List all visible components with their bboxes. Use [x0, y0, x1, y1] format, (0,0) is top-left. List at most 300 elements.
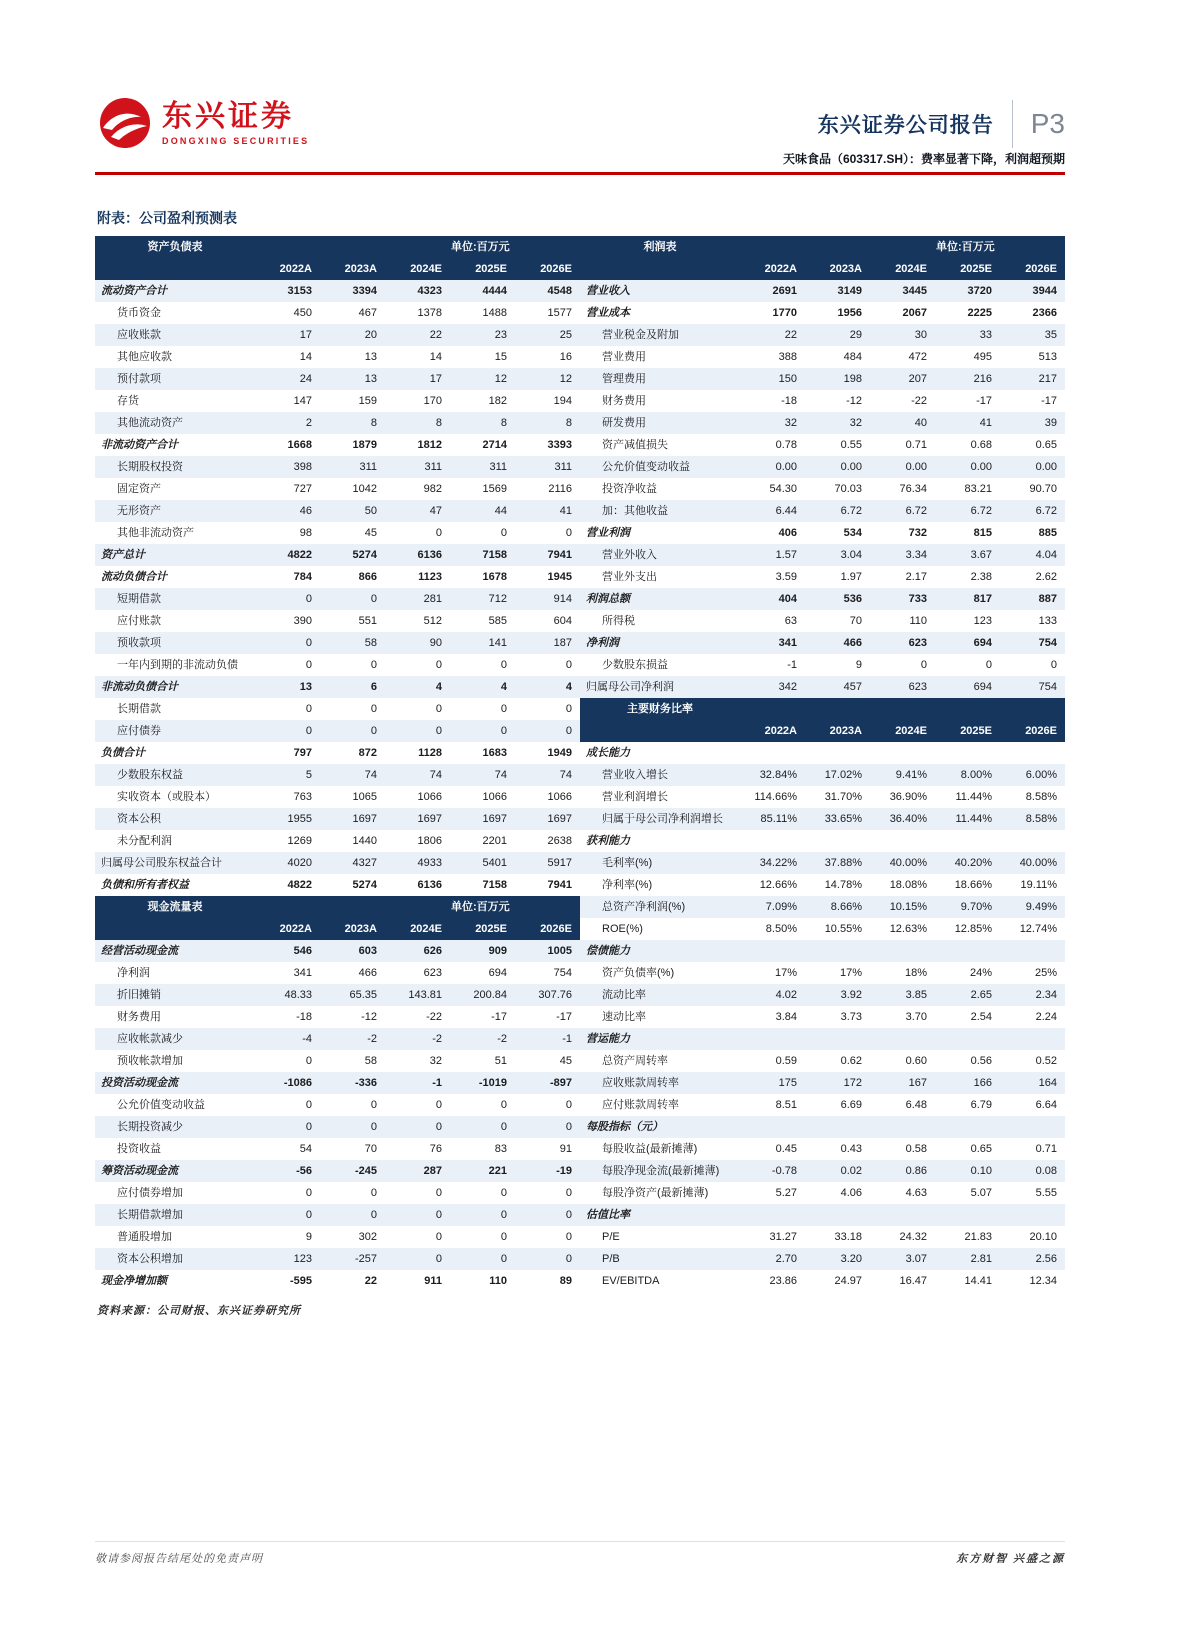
row-left — [95, 610, 580, 632]
cell-value: 98 — [299, 527, 312, 539]
row-left — [95, 830, 580, 852]
cell-value: 2.65 — [970, 989, 992, 1001]
row-label: 流动比率 — [602, 989, 646, 1001]
cell-value: 3445 — [902, 285, 927, 297]
row-label: 非流动负债合计 — [101, 681, 178, 693]
cell-value: 74 — [364, 769, 377, 781]
cell-value: 0.71 — [1035, 1143, 1057, 1155]
cell-value: 0 — [305, 1209, 312, 1221]
cell-value: -2 — [497, 1033, 507, 1045]
cell-value: 5.55 — [1035, 1187, 1057, 1199]
row-label: 应收账款 — [117, 329, 161, 341]
row-label: 长期投资减少 — [117, 1121, 183, 1133]
cell-value: 0 — [305, 1055, 312, 1067]
cell-value: 74 — [429, 769, 442, 781]
cell-value: -12 — [361, 1011, 377, 1023]
cell-value: 76 — [429, 1143, 442, 1155]
cell-value: 546 — [293, 945, 312, 957]
forecast-table — [95, 236, 1065, 1292]
cell-value: 732 — [908, 527, 927, 539]
page-number: P3 — [1030, 108, 1065, 139]
cell-value: 0 — [565, 527, 572, 539]
row-left — [95, 1072, 580, 1094]
row-label: 营业利润增长 — [602, 791, 668, 803]
row-left — [95, 1204, 580, 1226]
cell-value: 467 — [358, 307, 377, 319]
section-band-title: 主要财务比率 — [627, 703, 693, 715]
row-left — [95, 698, 580, 720]
cell-value: 1440 — [352, 835, 377, 847]
cell-value: 914 — [553, 593, 572, 605]
cell-value: 175 — [778, 1077, 797, 1089]
cell-value: 4327 — [352, 857, 377, 869]
cell-value: 143.81 — [408, 989, 442, 1001]
cell-value: 1879 — [352, 439, 377, 451]
cell-value: 58 — [364, 1055, 377, 1067]
cell-value: 47 — [429, 505, 442, 517]
cell-value: 18% — [904, 967, 927, 979]
row-label: 应收帐款减少 — [117, 1033, 183, 1045]
cell-value: 3149 — [837, 285, 862, 297]
cell-value — [1000, 1028, 1065, 1050]
years-header-spacer — [580, 258, 740, 280]
cell-value: 41 — [979, 417, 992, 429]
cell-value: 694 — [973, 681, 992, 693]
cell-value: 0 — [500, 1187, 507, 1199]
table-row — [95, 830, 1065, 852]
row-right — [580, 522, 1065, 544]
cell-value: 36.90% — [889, 791, 927, 803]
row-label: 流动负债合计 — [101, 571, 167, 583]
cell-value: 24% — [969, 967, 992, 979]
cell-value: 51 — [494, 1055, 507, 1067]
table-row — [95, 654, 1065, 676]
cell-value: 12 — [559, 373, 572, 385]
row-label: 归属母公司净利润 — [586, 681, 674, 693]
row-label: 成长能力 — [586, 747, 630, 759]
row-label: ROE(%) — [602, 923, 643, 935]
cell-value: 114.66% — [754, 791, 797, 803]
row-left — [95, 566, 580, 588]
cell-value: 12.74% — [1019, 923, 1057, 935]
row-left — [95, 742, 580, 764]
cell-value: 0 — [565, 1209, 572, 1221]
cell-value: 6.48 — [905, 1099, 927, 1111]
row-label: 实收资本（或股本） — [117, 791, 216, 803]
cell-value: 450 — [293, 307, 312, 319]
cell-value — [805, 940, 870, 962]
cell-value: 784 — [293, 571, 312, 583]
cell-value: 12.34 — [1029, 1275, 1057, 1287]
year-column-header: 2026E — [1025, 263, 1057, 275]
cell-value: 8.00% — [960, 769, 992, 781]
section-band-title: 利润表 — [643, 241, 677, 253]
cell-value: 1806 — [417, 835, 442, 847]
cell-value — [870, 742, 935, 764]
cell-value: 0 — [370, 725, 377, 737]
section-band — [580, 236, 1065, 258]
row-left — [95, 984, 580, 1006]
cell-value: 8.58% — [1025, 813, 1057, 825]
cell-value: 4 — [435, 681, 442, 693]
row-left — [95, 302, 580, 324]
cell-value: 0 — [305, 725, 312, 737]
cell-value: 6.72 — [970, 505, 992, 517]
cell-value: 2714 — [482, 439, 507, 451]
cell-value: 74 — [494, 769, 507, 781]
cell-value: 0 — [500, 1253, 507, 1265]
cell-value: -4 — [302, 1033, 312, 1045]
row-label: 净利率(%) — [602, 879, 653, 891]
cell-value: 754 — [1038, 681, 1057, 693]
cell-value: 388 — [778, 351, 797, 363]
cell-value: 194 — [553, 395, 572, 407]
cell-value: 0 — [565, 1253, 572, 1265]
cell-value: 1569 — [482, 483, 507, 495]
table-row — [95, 236, 1065, 258]
row-label: 普通股增加 — [117, 1231, 172, 1243]
cell-value: 8 — [435, 417, 442, 429]
cell-value: 9.70% — [960, 901, 992, 913]
row-label: 预付款项 — [117, 373, 161, 385]
year-column-header: 2022A — [764, 263, 797, 275]
cell-value: 1770 — [772, 307, 797, 319]
cell-value: 17% — [774, 967, 797, 979]
cell-value: 817 — [973, 593, 992, 605]
cell-value: 551 — [358, 615, 377, 627]
cell-value: 311 — [489, 461, 507, 473]
cell-value: 1.57 — [775, 549, 797, 561]
cell-value: 15 — [494, 351, 507, 363]
cell-value: 733 — [908, 593, 927, 605]
cell-value: 0 — [565, 1231, 572, 1243]
cell-value: 90 — [429, 637, 442, 649]
cell-value: 12.63% — [889, 923, 927, 935]
cell-value: 694 — [488, 967, 507, 979]
row-right — [580, 918, 1065, 940]
cell-value: 0 — [500, 1099, 507, 1111]
row-right — [580, 390, 1065, 412]
cell-value: 147 — [293, 395, 312, 407]
cell-value: 70 — [364, 1143, 377, 1155]
row-right — [580, 566, 1065, 588]
cell-value: 0 — [985, 659, 992, 671]
row-label: 应付债券 — [117, 725, 161, 737]
cell-value: 797 — [293, 747, 312, 759]
cell-value: 0 — [500, 725, 507, 737]
cell-value: 198 — [843, 373, 862, 385]
row-label: 折旧摊销 — [117, 989, 161, 1001]
row-label: 每股净资产(最新摊薄) — [602, 1187, 709, 1199]
cell-value: 1945 — [547, 571, 572, 583]
cell-value: 25% — [1034, 967, 1057, 979]
year-column-header: 2022A — [279, 263, 312, 275]
cell-value: 1378 — [417, 307, 442, 319]
cell-value: 46 — [299, 505, 312, 517]
years-header — [580, 720, 1065, 742]
cell-value: 24 — [299, 373, 312, 385]
cell-value: 5917 — [547, 857, 572, 869]
row-label: 营业税金及附加 — [602, 329, 679, 341]
cell-value: 3393 — [547, 439, 572, 451]
cell-value: -897 — [549, 1077, 572, 1089]
row-left — [95, 412, 580, 434]
row-right — [580, 478, 1065, 500]
row-label: 固定资产 — [117, 483, 161, 495]
cell-value: 1269 — [287, 835, 312, 847]
section-band — [95, 236, 580, 258]
table-row — [95, 324, 1065, 346]
row-label: 营业成本 — [586, 307, 630, 319]
year-column-header: 2026E — [1025, 725, 1057, 737]
cell-value: 16.47 — [899, 1275, 927, 1287]
row-right — [580, 1116, 1065, 1138]
table-row — [95, 258, 1065, 280]
cell-value: 24.97 — [834, 1275, 862, 1287]
cell-value: 0 — [565, 1121, 572, 1133]
cell-value: 1949 — [547, 747, 572, 759]
year-column-header: 2026E — [540, 923, 572, 935]
row-label: 资本公积 — [117, 813, 161, 825]
cell-value: 12.85% — [954, 923, 992, 935]
footer-rule — [95, 1541, 1065, 1542]
cell-value: 6136 — [417, 549, 442, 561]
cell-value: 22 — [784, 329, 797, 341]
row-label: 营运能力 — [586, 1033, 630, 1045]
cell-value: 307.76 — [538, 989, 572, 1001]
row-label: P/E — [602, 1231, 620, 1243]
cell-value: 17% — [839, 967, 862, 979]
row-label: 未分配利润 — [117, 835, 172, 847]
cell-value: 466 — [358, 967, 377, 979]
cell-value: 0 — [435, 725, 442, 737]
cell-value: 110 — [909, 615, 927, 627]
row-label: 非流动资产合计 — [101, 439, 178, 451]
cell-value: 0 — [305, 659, 312, 671]
brand-text — [162, 100, 309, 146]
cell-value — [935, 1204, 1000, 1226]
row-label: 投资净收益 — [602, 483, 657, 495]
cell-value: -22 — [911, 395, 927, 407]
row-label: 偿债能力 — [586, 945, 630, 957]
row-left — [95, 434, 580, 456]
cell-value — [805, 1116, 870, 1138]
cell-value: 2366 — [1032, 307, 1057, 319]
cell-value: -12 — [846, 395, 862, 407]
cell-value: 0.02 — [840, 1165, 862, 1177]
cell-value: 0.56 — [970, 1055, 992, 1067]
report-type-title: 东兴证券公司报告 — [817, 114, 994, 137]
cell-value: 0 — [565, 725, 572, 737]
cell-value: 13 — [364, 373, 377, 385]
cell-value: 12.66% — [759, 879, 797, 891]
row-label: 预收帐款增加 — [117, 1055, 183, 1067]
row-left — [95, 280, 580, 302]
row-right — [580, 896, 1065, 918]
cell-value: 1128 — [418, 747, 442, 759]
cell-value: 0 — [435, 1253, 442, 1265]
cell-value: 9 — [855, 659, 862, 671]
row-right — [580, 1204, 1065, 1226]
table-row — [95, 412, 1065, 434]
row-right — [580, 1226, 1065, 1248]
cell-value — [1000, 940, 1065, 962]
cell-value: 2 — [305, 417, 312, 429]
cell-value: 1683 — [482, 747, 507, 759]
cell-value: 29 — [849, 329, 862, 341]
dongxing-logo-icon — [98, 96, 152, 150]
cell-value: 12 — [494, 373, 507, 385]
cell-value: 311 — [554, 461, 572, 473]
row-right — [580, 346, 1065, 368]
row-right — [580, 1050, 1065, 1072]
table-row — [95, 1226, 1065, 1248]
cell-value: 6.72 — [1035, 505, 1057, 517]
section-band-title: 现金流量表 — [147, 901, 203, 913]
cell-value: 0.00 — [905, 461, 927, 473]
cell-value: 65.35 — [349, 989, 377, 1001]
cell-value: 74 — [559, 769, 572, 781]
cell-value: 1697 — [547, 813, 572, 825]
years-header — [95, 258, 580, 280]
cell-value: 32 — [849, 417, 862, 429]
cell-value — [935, 940, 1000, 962]
cell-value: 311 — [424, 461, 442, 473]
cell-value: 815 — [973, 527, 992, 539]
cell-value — [935, 1116, 1000, 1138]
cell-value: 170 — [423, 395, 442, 407]
cell-value: 48.33 — [284, 989, 312, 1001]
table-row — [95, 588, 1065, 610]
year-column-header: 2025E — [475, 263, 507, 275]
cell-value: 11.44% — [955, 813, 992, 825]
cell-value: 123 — [973, 615, 992, 627]
cell-value: 85.11% — [760, 813, 797, 825]
cell-value: 4548 — [547, 285, 572, 297]
cell-value — [1000, 1116, 1065, 1138]
row-label: 现金净增加额 — [101, 1275, 167, 1287]
cell-value: 287 — [423, 1165, 442, 1177]
table-row — [95, 302, 1065, 324]
report-subtitle: 天味食品（603317.SH）：费率显著下降，利润超预期 — [782, 152, 1065, 166]
row-left — [95, 588, 580, 610]
cell-value: 0.58 — [905, 1143, 927, 1155]
cell-value: 10.15% — [889, 901, 927, 913]
row-label: 营业外支出 — [602, 571, 657, 583]
cell-value: 31.27 — [769, 1231, 797, 1243]
row-right — [580, 412, 1065, 434]
brand-subname: DONGXING SECURITIES — [162, 136, 310, 146]
row-left — [95, 1050, 580, 1072]
row-right — [580, 830, 1065, 852]
row-right — [580, 940, 1065, 962]
table-title: 附表：公司盈利预测表 — [97, 210, 237, 226]
cell-value: 39 — [1044, 417, 1057, 429]
cell-value: 4444 — [482, 285, 507, 297]
cell-value: 0 — [370, 1187, 377, 1199]
brand-name: 东兴证券 — [162, 100, 294, 133]
year-column-header: 2024E — [895, 725, 927, 737]
cell-value: 0.78 — [775, 439, 797, 451]
cell-value: 0 — [500, 703, 507, 715]
cell-value: -336 — [354, 1077, 377, 1089]
cell-value: 23.86 — [769, 1275, 797, 1287]
row-label: 资产负债率(%) — [602, 967, 675, 979]
cell-value: 754 — [553, 967, 572, 979]
cell-value: 37.88% — [824, 857, 862, 869]
cell-value: 3153 — [287, 285, 312, 297]
row-label: 应付账款 — [117, 615, 161, 627]
cell-value: 54.30 — [769, 483, 797, 495]
year-column-header: 2023A — [344, 923, 377, 935]
year-column-header: 2026E — [540, 263, 572, 275]
cell-value: 83 — [494, 1143, 507, 1155]
cell-value: 911 — [424, 1275, 442, 1287]
cell-value: 91 — [559, 1143, 572, 1155]
row-label: 投资收益 — [117, 1143, 161, 1155]
row-label: 每股收益(最新摊薄) — [602, 1143, 698, 1155]
cell-value — [805, 1204, 870, 1226]
row-left — [95, 1138, 580, 1160]
cell-value: 0 — [500, 527, 507, 539]
cell-value: 21.83 — [964, 1231, 992, 1243]
table-row — [95, 566, 1065, 588]
cell-value: 585 — [488, 615, 507, 627]
year-column-header: 2023A — [829, 263, 862, 275]
cell-value: 33.18 — [834, 1231, 862, 1243]
table-row — [95, 1116, 1065, 1138]
years-header — [580, 258, 1065, 280]
row-label: 营业利润 — [586, 527, 630, 539]
row-right — [580, 1138, 1065, 1160]
cell-value: 0.08 — [1035, 1165, 1057, 1177]
year-column-header: 2025E — [475, 923, 507, 935]
table-row — [95, 1160, 1065, 1182]
row-label: EV/EBITDA — [602, 1275, 660, 1287]
row-label: 长期借款增加 — [117, 1209, 183, 1221]
table-row — [95, 764, 1065, 786]
cell-value — [870, 830, 935, 852]
cell-value: 207 — [908, 373, 927, 385]
cell-value: 23 — [494, 329, 507, 341]
row-label: 财务费用 — [602, 395, 646, 407]
cell-value — [740, 940, 805, 962]
cell-value: 36.40% — [889, 813, 927, 825]
cell-value: 13 — [299, 681, 312, 693]
cell-value: 1955 — [287, 813, 312, 825]
cell-value: 1678 — [482, 571, 507, 583]
cell-value: 13 — [364, 351, 377, 363]
cell-value: 5274 — [352, 879, 377, 891]
row-right — [580, 808, 1065, 830]
row-label: 总资产周转率 — [602, 1055, 668, 1067]
cell-value: 398 — [293, 461, 312, 473]
cell-value: 123 — [293, 1253, 312, 1265]
cell-value: 0 — [500, 1231, 507, 1243]
row-label: 长期借款 — [117, 703, 161, 715]
cell-value: 2691 — [772, 285, 797, 297]
cell-value: 6.69 — [840, 1099, 862, 1111]
row-left — [95, 368, 580, 390]
section-band-unit: 单位:百万元 — [451, 241, 510, 253]
cell-value: 1066 — [417, 791, 442, 803]
table-row — [95, 1270, 1065, 1292]
row-left — [95, 786, 580, 808]
cell-value: 3394 — [352, 285, 377, 297]
cell-value: 2638 — [547, 835, 572, 847]
cell-value: 0 — [1050, 659, 1057, 671]
cell-value: 0.00 — [775, 461, 797, 473]
